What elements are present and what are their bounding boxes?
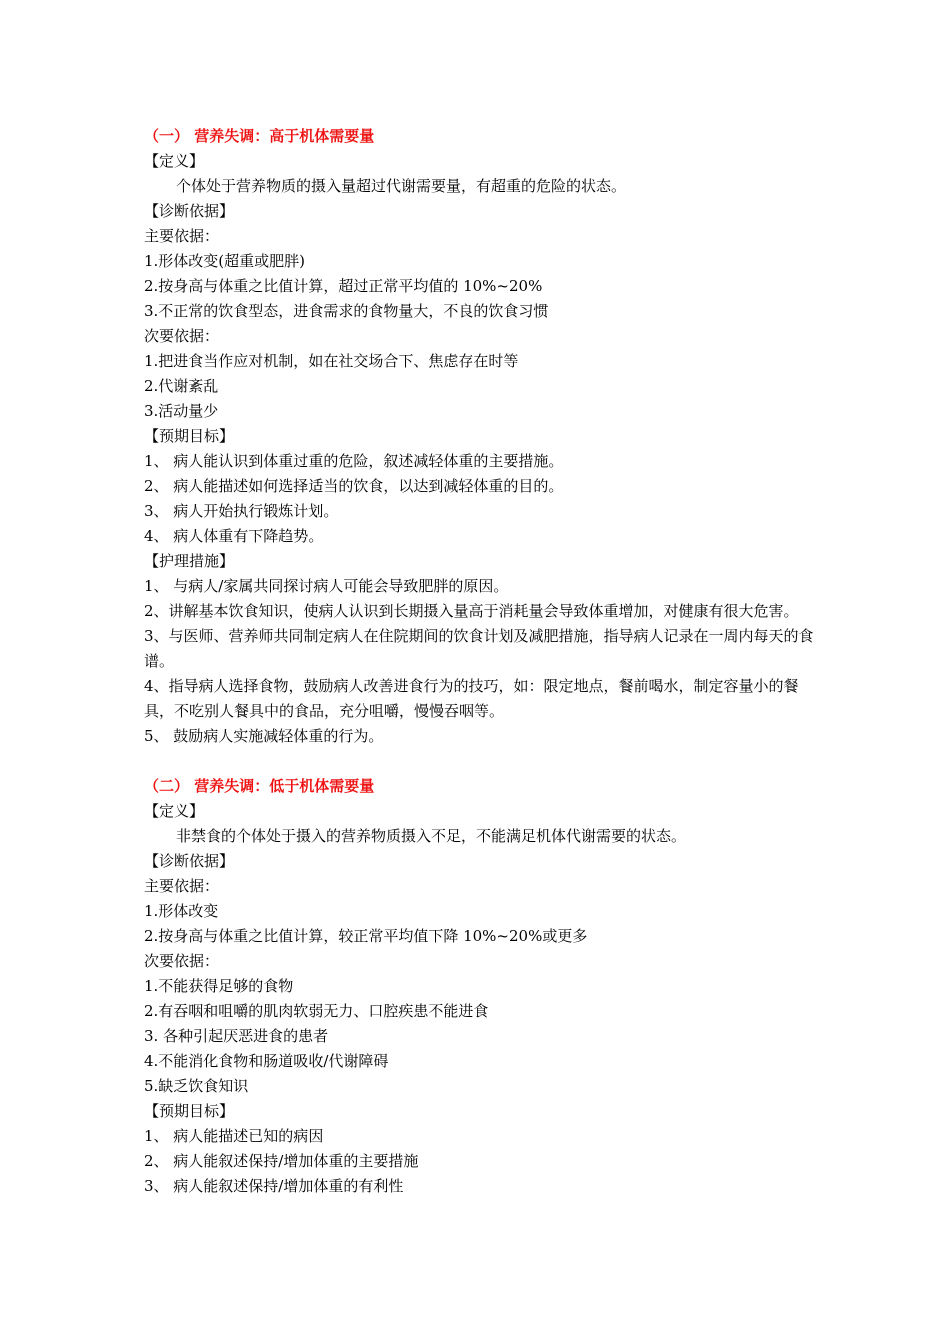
section2-goal-1: 1、 病人能描述已知的病因 bbox=[144, 1127, 324, 1145]
section1-major-item-2: 2.按身高与体重之比值计算，超过正常平均值的 10%~20% bbox=[144, 277, 543, 295]
section1-minor-item-2: 2.代谢紊乱 bbox=[144, 377, 219, 395]
section1-major-item-3: 3.不正常的饮食型态，进食需求的食物量大，不良的饮食习惯 bbox=[144, 302, 549, 320]
section2-diagnosis-label: 【诊断依据】 bbox=[144, 852, 235, 870]
section1-measure-1: 1、 与病人/家属共同探讨病人可能会导致肥胖的原因。 bbox=[144, 577, 509, 595]
section2-definition-text: 非禁食的个体处于摄入的营养物质摄入不足，不能满足机体代谢需要的状态。 bbox=[176, 827, 687, 845]
section2-minor-item-5: 5.缺乏饮食知识 bbox=[144, 1077, 249, 1095]
section1-measure-4: 4、指导病人选择食物，鼓励病人改善进食行为的技巧，如：限定地点，餐前喝水，制定容量小的餐具，不吃别人餐具中的食品，充分咀嚼，慢慢吞咽等。 bbox=[144, 677, 799, 720]
section1-goal-2: 2、 病人能描述如何选择适当的饮食，以达到减轻体重的目的。 bbox=[144, 477, 564, 495]
section1-goal-1: 1、 病人能认识到体重过重的危险，叙述减轻体重的主要措施。 bbox=[144, 452, 564, 470]
section2-minor-label: 次要依据： bbox=[144, 952, 220, 970]
section1-title: （一） 营养失调：高于机体需要量 bbox=[144, 127, 375, 145]
section1-minor-item-1: 1.把进食当作应对机制，如在社交场合下、焦虑存在时等 bbox=[144, 352, 519, 370]
section2-goals-label: 【预期目标】 bbox=[144, 1102, 235, 1120]
section2-definition-label: 【定义】 bbox=[144, 802, 205, 820]
section2-major-item-2: 2.按身高与体重之比值计算，较正常平均值下降 10%~20%或更多 bbox=[144, 927, 588, 945]
section2-minor-item-3: 3. 各种引起厌恶进食的患者 bbox=[144, 1027, 329, 1045]
section2-major-item-1: 1.形体改变 bbox=[144, 902, 219, 920]
section1-goal-4: 4、 病人体重有下降趋势。 bbox=[144, 527, 324, 545]
section1-definition-label: 【定义】 bbox=[144, 152, 205, 170]
section1-goal-3: 3、 病人开始执行锻炼计划。 bbox=[144, 502, 339, 520]
section2-minor-item-4: 4.不能消化食物和肠道吸收/代谢障碍 bbox=[144, 1052, 389, 1070]
section1-minor-item-3: 3.活动量少 bbox=[144, 402, 219, 420]
section-gap bbox=[144, 749, 814, 774]
section1-major-label: 主要依据： bbox=[144, 227, 220, 245]
section1-minor-label: 次要依据： bbox=[144, 327, 220, 345]
section2-minor-item-1: 1.不能获得足够的食物 bbox=[144, 977, 294, 995]
section1-measure-3: 3、与医师、营养师共同制定病人在住院期间的饮食计划及减肥措施，指导病人记录在一周内每天的食谱。 bbox=[144, 627, 814, 670]
document-content bbox=[144, 124, 814, 1199]
section2-minor-item-2: 2.有吞咽和咀嚼的肌肉软弱无力、口腔疾患不能进食 bbox=[144, 1002, 489, 1020]
section1-measures-label: 【护理措施】 bbox=[144, 552, 235, 570]
section1-goals-label: 【预期目标】 bbox=[144, 427, 235, 445]
section2-title: （二） 营养失调：低于机体需要量 bbox=[144, 777, 375, 795]
section1-measure-5: 5、 鼓励病人实施减轻体重的行为。 bbox=[144, 727, 384, 745]
section1-diagnosis-label: 【诊断依据】 bbox=[144, 202, 235, 220]
section2-major-label: 主要依据： bbox=[144, 877, 220, 895]
section1-definition-text: 个体处于营养物质的摄入量超过代谢需要量，有超重的危险的状态。 bbox=[176, 177, 627, 195]
section2-goal-3: 3、 病人能叙述保持/增加体重的有利性 bbox=[144, 1177, 404, 1195]
section2-goal-2: 2、 病人能叙述保持/增加体重的主要措施 bbox=[144, 1152, 419, 1170]
section1-major-item-1: 1.形体改变(超重或肥胖) bbox=[144, 252, 306, 270]
section1-measure-2: 2、讲解基本饮食知识，使病人认识到长期摄入量高于消耗量会导致体重增加，对健康有很大危害。 bbox=[144, 602, 799, 620]
